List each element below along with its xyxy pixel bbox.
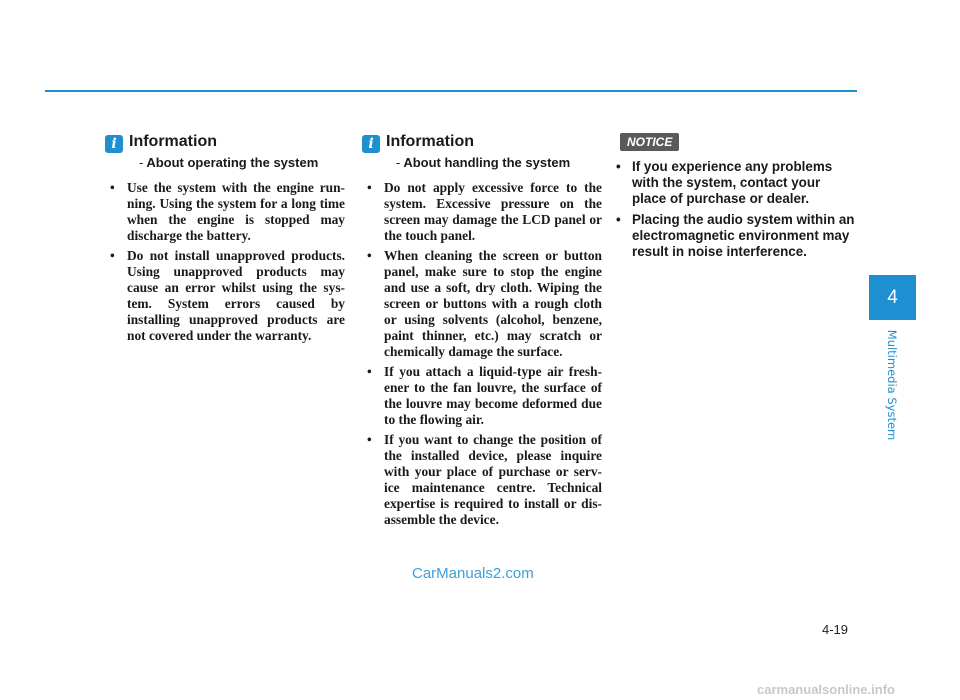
list-item: • Do not install unapproved products. Using unapproved products may cause an error whilst using the sys- tem. System errors caused by installing unapproved products are not covered under the warranty.: [105, 248, 345, 344]
notice-section: [616, 133, 858, 265]
info-header: [105, 133, 345, 154]
bullet-list: [362, 180, 602, 528]
list-item: • If you experience any problems with the system, contact your place of purchase or dealer.: [616, 159, 858, 207]
chapter-label: Multimedia System: [885, 329, 899, 441]
info-icon: i: [362, 135, 380, 153]
watermark-logo: CarManuals2.com: [412, 565, 534, 582]
info-header: [362, 133, 602, 154]
notice-list: [616, 159, 858, 260]
notice-badge: NOTICE: [620, 133, 679, 151]
info-subtitle: - About operating the system: [139, 155, 319, 170]
watermark-footer: carmanualsonline.info: [757, 682, 895, 697]
top-rule: [45, 90, 857, 92]
info-title: Information: [129, 133, 217, 150]
list-item: • Placing the audio system within an electromagnetic environment may result in noise interference.: [616, 212, 858, 260]
list-item: • When cleaning the screen or button panel, make sure to stop the engine and use a soft, dry cloth. Wiping the screen or buttons with a rough cloth or using solvents (alcohol, benzene, paint thinner, etc.) may scratch or chemically damage the surface.: [362, 248, 602, 360]
bullet-list: [105, 180, 345, 344]
chapter-tab: 4: [869, 275, 916, 320]
list-item: • If you want to change the position of the installed device, please inquire with your place of purchase or serv- ice maintenance centre. Technical expertise is required to install or dis- assemble the device.: [362, 432, 602, 528]
list-item: • Do not apply excessive force to the system. Excessive pressure on the screen may damage the LCD panel or the touch panel.: [362, 180, 602, 244]
info-title: Information: [386, 133, 474, 150]
info-subtitle: - About handling the system: [396, 155, 571, 170]
info-section-handling: [362, 133, 602, 532]
list-item: • If you attach a liquid-type air fresh- ener to the fan louvre, the surface of the louvre may become deformed due to the flowing air.: [362, 364, 602, 428]
info-section-operating: [105, 133, 345, 348]
list-item: • Use the system with the engine run- ning. Using the system for a long time when the engine is stopped may discharge the battery.: [105, 180, 345, 244]
info-icon: i: [105, 135, 123, 153]
page-number: 4-19: [822, 622, 849, 637]
